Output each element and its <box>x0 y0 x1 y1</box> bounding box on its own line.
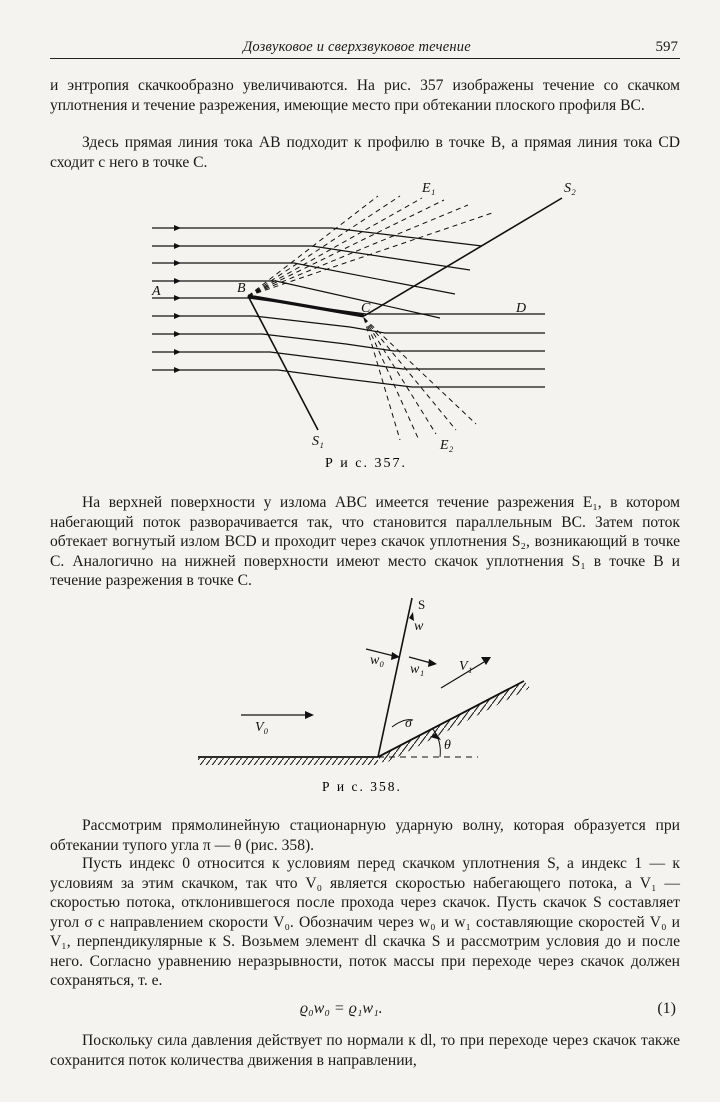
v0-arrowhead <box>305 711 314 719</box>
streamline-arrows <box>174 225 181 373</box>
v1-arrowhead <box>481 657 491 665</box>
paragraph-3: На верхней поверхности у излома ABC имеется течение разрежения E₁, в котором набегающий поток разворачивается так, что становится параллельным BC. Затем поток обтекает вогнутый излом BCD и проходит через скачок уплотнения S₂, возникающий в точке C. Аналогично на нижней поверхности имеют место скачок уплотнения S₁ в точке B и течение разрежения в точке C. <box>50 494 680 589</box>
label-sigma: σ <box>405 716 412 731</box>
label-b: B <box>237 281 246 296</box>
label-s2: S₂ <box>564 181 576 196</box>
running-title: Дозвуковое и сверхзвуковое течение <box>243 39 471 55</box>
paragraph-1: и энтропия скачкообразно увеличиваются. На рис. 357 изображены течение со скачком уплотнения и течение разрежения, имеющие место при обтекании плоского профиля BC. <box>50 77 680 114</box>
label-v1: V₁ <box>459 659 473 674</box>
paragraph-6: Поскольку сила давления действует по нормали к dl, то при переходе через скачок также сохранится поток количества движения в направлении, <box>50 1032 680 1069</box>
label-e2: E₂ <box>440 438 454 453</box>
equation-number: (1) <box>657 1000 676 1017</box>
label-theta: θ <box>444 738 451 753</box>
label-w: w <box>414 619 424 634</box>
paragraph-2: Здесь прямая линия тока AB подходит к профилю в точке B, а прямая линия тока CD сходит с него в точке C. <box>50 134 680 171</box>
shock-s <box>378 598 412 757</box>
label-d: D <box>516 301 527 316</box>
paragraph-4: Рассмотрим прямолинейную стационарную ударную волну, которая образуется при обтекании тупого угла π — θ (рис. 358). <box>50 817 680 854</box>
label-e1: E₁ <box>422 181 436 196</box>
ramp-surface <box>378 681 524 757</box>
running-header <box>50 36 680 59</box>
label-w0: w₀ <box>370 653 385 668</box>
equation-1: ϱ₀w₀ = ϱ₁w₁. <box>300 1000 383 1017</box>
paragraph-5: Пусть индекс 0 относится к условиям перед скачком уплотнения S, а индекс 1 — к условиям за этим скачком, так что V₀ является скоростью набегающего потока, а V₁ — скоростью потока, отклонившегося после прохода через скачок. Пусть скачок S составляет угол σ с направлением скорости V₀. Обозначим через w₀ и w₁ составляющие скоростей V₀ и V₁, перпендикулярные к S. Возьмем элемент dl скачка S и рассмотрим условия до и после него. Согласно уравнению неразрывности, поток массы при переходе через скачок должен сохраняться, т. е. <box>50 855 680 989</box>
page-number: 597 <box>655 39 678 55</box>
w1-arrowhead <box>428 659 437 667</box>
shock-s1 <box>248 296 318 430</box>
label-c: C <box>361 301 371 316</box>
expansion-fan-e2 <box>364 318 476 440</box>
figure-358-caption: Р и с. 358. <box>322 779 402 794</box>
figure-357-caption: Р и с. 357. <box>325 456 407 471</box>
shock-s2 <box>364 198 562 316</box>
figure-357 <box>0 172 720 472</box>
streamlines-lower <box>152 298 545 387</box>
label-a: A <box>152 284 161 299</box>
profile-bc <box>248 296 364 316</box>
label-w1: w₁ <box>410 662 425 677</box>
wall-hatching <box>198 758 378 765</box>
label-s1: S₁ <box>312 434 324 449</box>
label-s: S <box>418 597 426 612</box>
label-v0: V₀ <box>255 720 269 735</box>
ramp-hatching <box>378 681 530 764</box>
figure-358 <box>0 590 720 800</box>
